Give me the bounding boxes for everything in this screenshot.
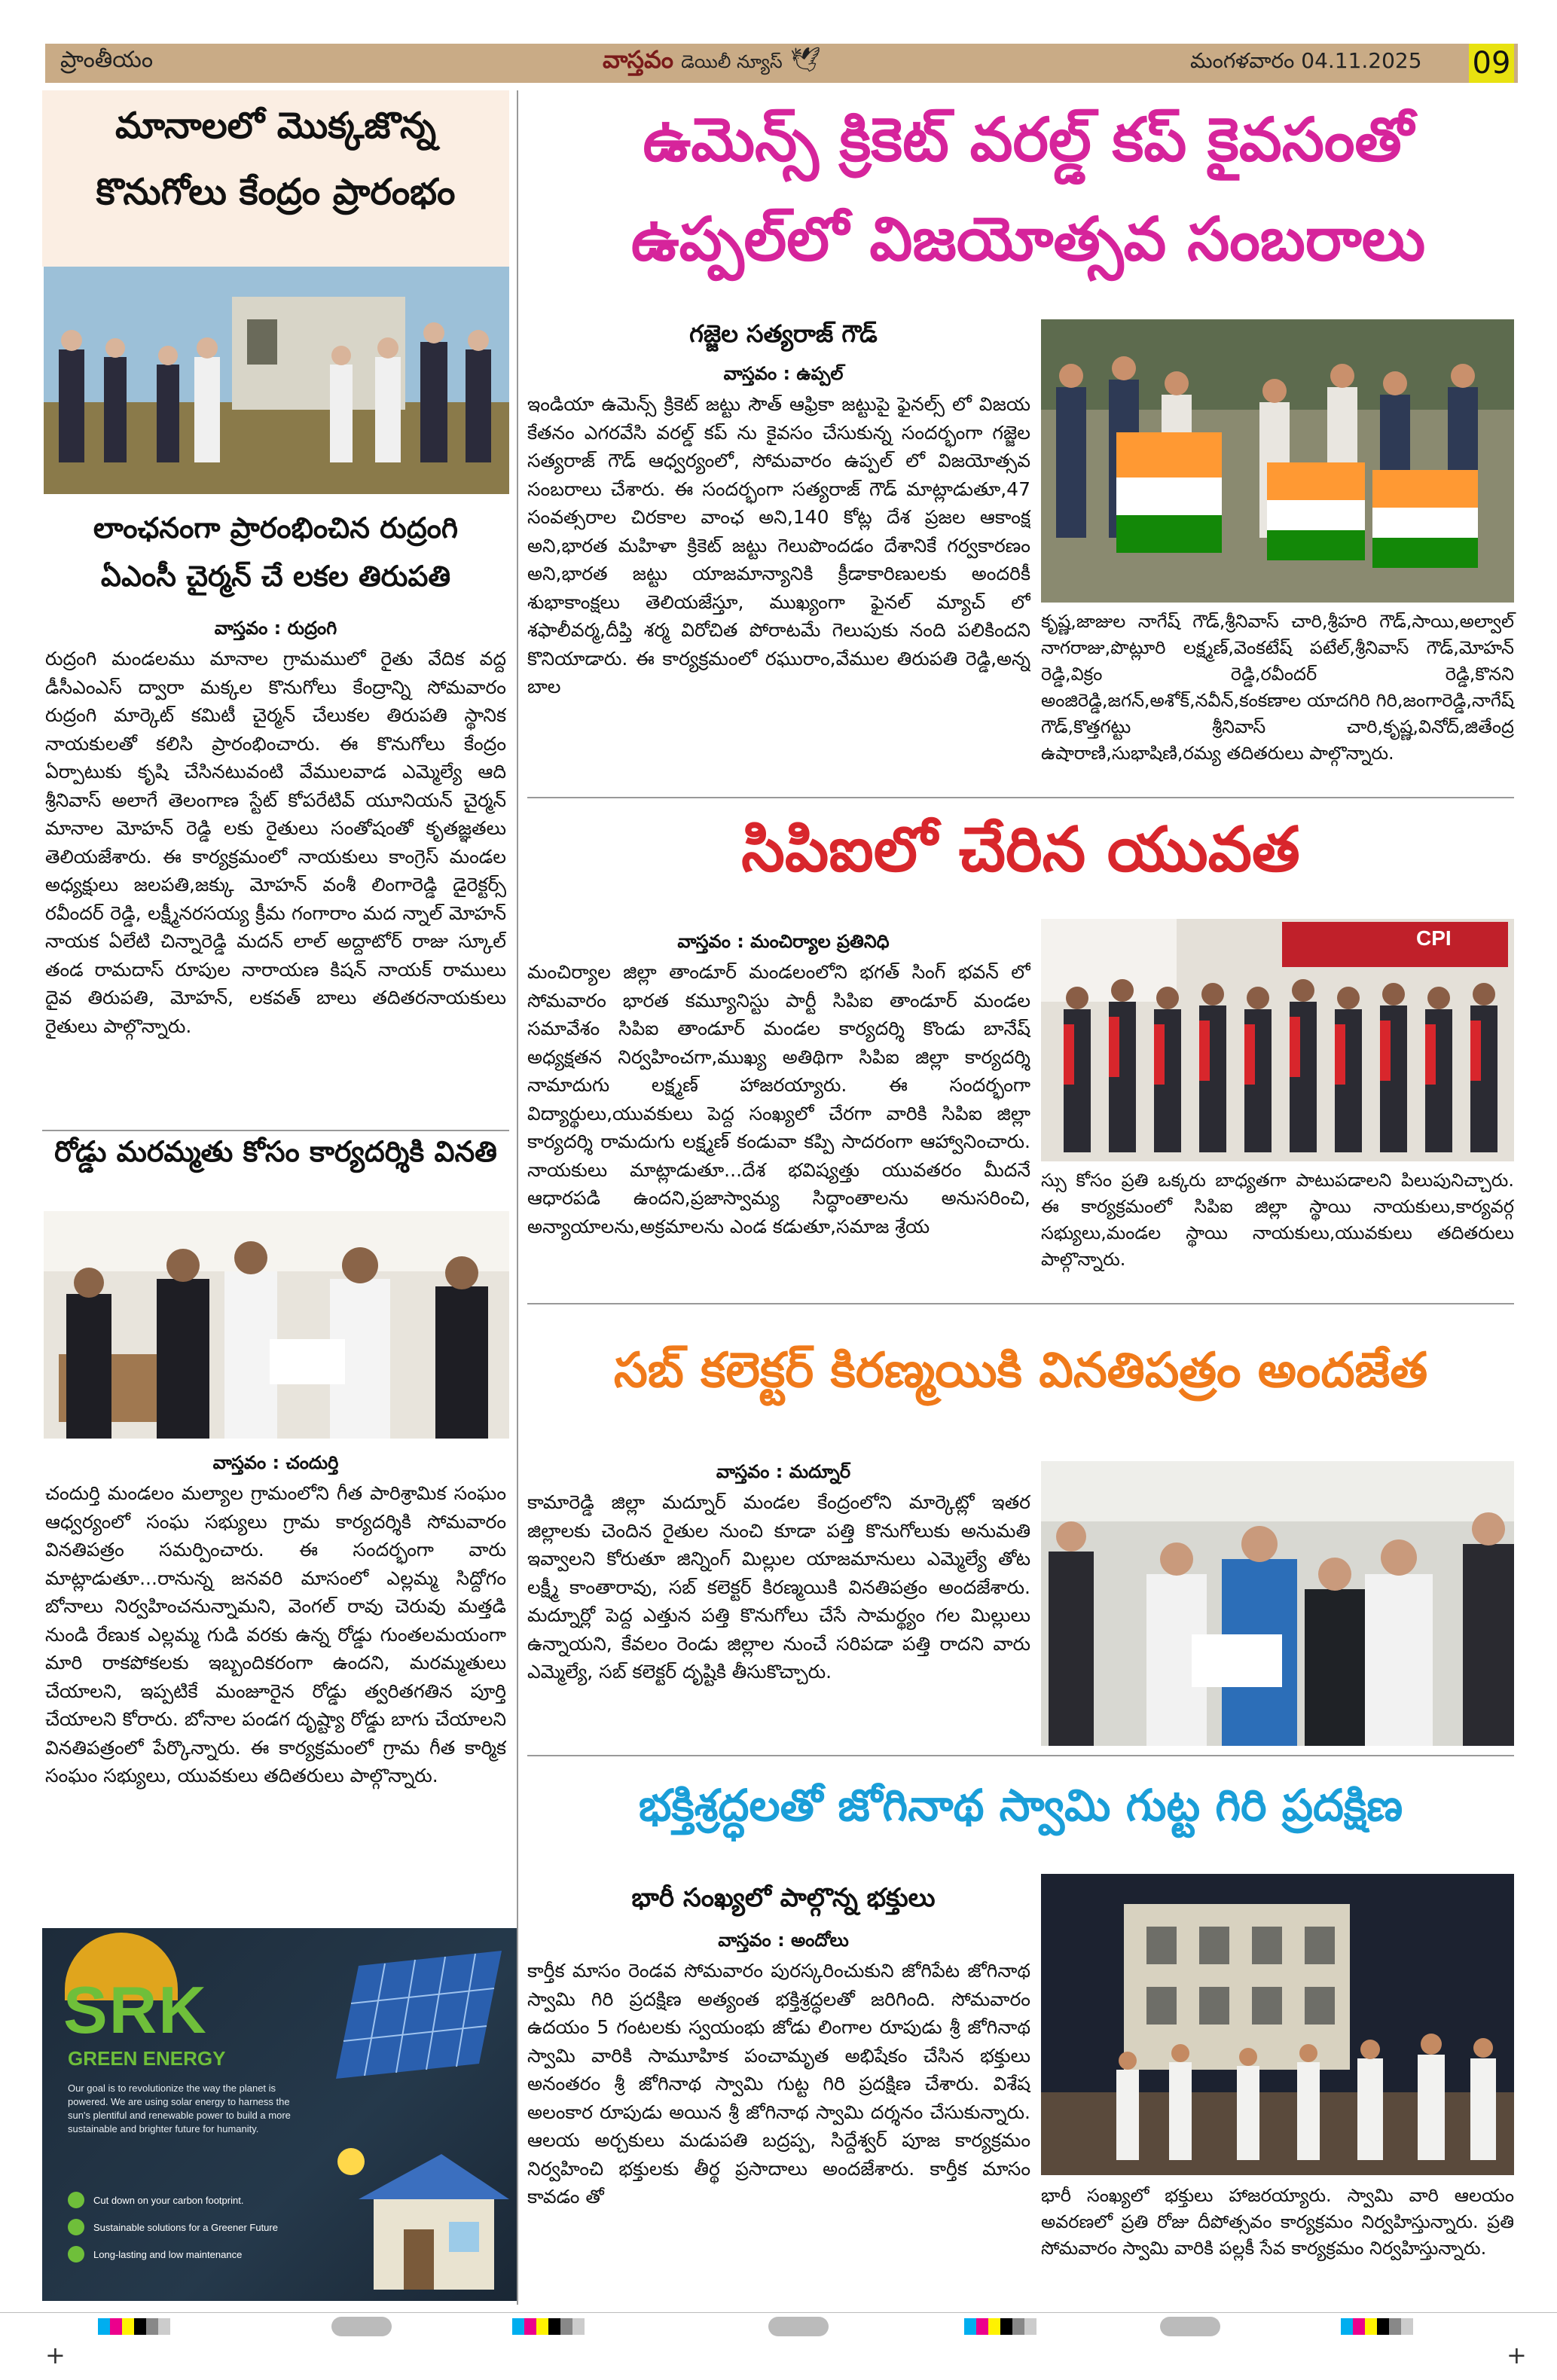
masthead [603, 45, 821, 80]
story3-body: ఇండియా ఉమెన్స్ క్రికెట్ జట్టు సౌత్ ఆఫ్రికా జట్టుపై ఫైనల్స్ లో విజయ కేతనం ఎగరవేసి వరల్డ్ కప్ ను కైవసం చేసుకున్న సందర్భంగా గజ్జెల సత్యరాజ్ గౌడ్ ఆధ్వర్యంలో, సోమవారం ఉప్పల్ లో విజయోత్సవ సంబరాలు చేశారు. ఈ సందర్భంగా సత్యరాజ్ గౌడ్ మాట్లాడుతూ,47 సంవత్సరాల చిరకాల వాంఛ అని,140 కోట్ల దేశ ప్రజల ఆకాంక్ష అని,భారత మహిళా క్రికెట్ జట్టు గెలుపొందడం దేశానికే గర్వకారణం అని,భారత జట్టు యాజమాన్యానికి క్రీడాకారిణులకు అందరికీ శుభాకాంక్షలు తెలియజేస్తూ, ముఖ్యంగా ఫైనల్ మ్యాచ్ లో శఫాలీవర్మ,దీప్తి శర్మ విరోచిత పోరాటమే గెలుపుకు నంది పలికిందని కొనియాడారు. ఈ కార్యక్రమంలో రఘురాం,వేముల తిరుపతి రెడ్డి,అన్న బాల [527, 393, 1030, 697]
story3-headline-line1: ఉమెన్స్ క్రికెట్ వరల్డ్ కప్ కైవసంతో [643, 105, 1414, 175]
story2-headline: రోడ్డు మరమ్మతు కోసం కార్యదర్శికి వినతి [54, 1135, 497, 1168]
house-solar-icon [328, 2116, 509, 2297]
color-bar [512, 2318, 585, 2335]
color-bar [1341, 2318, 1413, 2335]
page-number: 09 [1469, 44, 1514, 83]
story1-photo [44, 267, 509, 494]
ad-point-text: Cut down on your carbon footprint. [93, 2194, 244, 2206]
issue-date: మంగళవారం 04.11.2025 [1190, 48, 1422, 73]
check-icon [68, 2219, 84, 2235]
masthead-logo: వాస్తవం [603, 45, 673, 74]
color-bar [964, 2318, 1036, 2335]
story6-headline: భక్తిశ్రద్ధలతో జోగినాథ స్వామి గుట్ట గిరి ప్రదక్షిణ [638, 1780, 1403, 1831]
story5-headline: సబ్ కలెక్టర్ కిరణ్మయికి వినతిపత్రం అందజేత [613, 1343, 1428, 1399]
ad-point-text: Sustainable solutions for a Greener Future [93, 2221, 278, 2233]
ad-point [68, 2246, 316, 2263]
srk-green-energy-ad[interactable] [42, 1928, 517, 2301]
story4-dateline: వాస్తవం : మంచిర్యాల ప్రతినిధి [677, 931, 890, 952]
ad-point [68, 2219, 316, 2235]
registration-oval [768, 2317, 829, 2336]
story3-headline-line2: ఉప్పల్‌లో విజయోత్సవ సంబరాలు [630, 204, 1426, 274]
story1-dateline: వాస్తవం : రుద్రంగి [214, 618, 337, 639]
ad-brand: GREEN ENERGY [68, 2047, 226, 2070]
color-bar [98, 2318, 170, 2335]
story2-photo [44, 1211, 509, 1439]
story3-byline: గజ్జెల సత్యరాజ్ గౌడ్ [689, 319, 878, 348]
story6-subhead: భారీ సంఖ్యలో పాల్గొన్న భక్తులు [631, 1883, 936, 1913]
registration-oval [331, 2317, 392, 2336]
story3-caption: కృష్ణ,జాజుల నాగేష్ గౌడ్,శ్రీనివాస్ చారి,శ్రీహరి గౌడ్,సాయి,అల్వాల్ నాగరాజు,పొట్లూరి లక్ష్మణ్,వెంకటేష్ పటేల్,శ్రీనివాస్ గౌడ్,మోహన్ రెడ్డి,విక్రం రెడ్డి,రవీందర్ రెడ్డి,కొనని అంజిరెడ్డి,జగన్,అశోక్,నవీన్,కంకణాల యాదగిరి గిరి,జంగారెడ్డి,నాగేష్ గౌడ్,కొత్తగట్టు శ్రీనివాస్ చారి,కృష్ణ,వినోద్,జితేంద్ర ఉషారాణి,సుభాషిణి,రమ్య తదితరులు పాల్గొన్నారు. [1041, 611, 1514, 764]
story-divider [527, 797, 1514, 798]
column-divider [517, 90, 518, 2305]
story-divider [42, 1130, 509, 1131]
ad-logo: SRK [63, 1973, 208, 2047]
bird-icon: 🕊 [789, 45, 821, 74]
story1-subhead-line2: ఏఎంసీ చైర్మన్ చే లకల తిరుపతి [100, 560, 451, 593]
story1-headline-line2: కొనుగోలు కేంద్రం ప్రారంభం [96, 171, 456, 213]
story4-photo [1041, 919, 1514, 1161]
story6-body: కార్తీక మాసం రెండవ సోమవారం పురస్కరించుకుని జోగిపేట జోగినాథ స్వామి గిరి ప్రదక్షిణ అత్యంత భక్తిశ్రద్ధలతో జరిగింది. సోమవారం ఉదయం 5 గంటలకు స్వయంభు జోడు లింగాల రూపుడు శ్రీ జోగినాథ స్వామి వారికి సామూహిక పంచామృత అభిషేకం చేసిన భక్తులు అనంతరం శ్రీ జోగినాథ స్వామి గుట్ట గిరి ప్రదక్షిణ చేశారు. విశేష అలంకార రూపుడు అయిన శ్రీ జోగినాథ స్వామి దర్శనం చేసుకున్నారు. ఆలయ అర్చకులు మడుపతి బద్రప్ప, సిద్దేశ్వర్ పూజ కార్యక్రమం నిర్వహించి భక్తులకు తీర్థ ప్రసాదాలు అందజేశారు. కార్తీక మాసం కావడం తో [527, 1960, 1030, 2208]
ad-points-list [68, 2192, 316, 2263]
ad-point [68, 2192, 316, 2208]
story6-caption: భారీ సంఖ్యలో భక్తులు హాజరయ్యారు. స్వామి వారి ఆలయం అవరణలో ప్రతి రోజు దీపోత్సవం కార్యక్రమం నిర్వహిస్తున్నారు. ప్రతి సోమవారం స్వామి వారికి పల్లకీ సేవ కార్యక్రమం నిర్వహిస్తున్నారు. [1041, 2185, 1514, 2259]
story5-photo [1041, 1461, 1514, 1746]
story4-body: మంచిర్యాల జిల్లా తాండూర్ మండలంలోని భగత్ సింగ్ భవన్ లో సోమవారం భారత కమ్యూనిస్టు పార్టీ సిపిఐ తాండూర్ మండల సమావేశం సిపిఐ తాండూర్ మండల కార్యదర్శి కొండు బానేష్ అధ్యక్షతన నిర్వహించగా,ముఖ్య అతిథిగా సిపిఐ జిల్లా కార్యదర్శి నామాదుగు లక్ష్మణ్ హాజరయ్యారు. ఈ సందర్భంగా విద్యార్థులు,యువకులు పెద్ద సంఖ్యలో చేరగా వారికి సిపిఐ జిల్లా కార్యదర్శి రామదుగు లక్ష్మణ్ కండువా కప్పి సాదరంగా ఆహ్వానించారు. నాయకులు మాట్లాడుతూ...దేశ భవిష్యత్తు యువతరం మీదనే ఆధారపడి ఉందని,ప్రజాస్వామ్య సిద్ధాంతాలను అనుసరించి, అన్యాయాలను,అక్రమాలను ఎండ కడుతూ,సమాజ శ్రేయ [527, 961, 1030, 1237]
story1-body: రుద్రంగి మండలము మానాల గ్రామములో రైతు వేదిక వద్ద డీసీఎంఎస్ ద్వారా మక్కల కొనుగోలు కేంద్రాన్ని సోమవారం రుద్రంగి మార్కెట్ కమిటీ చైర్మన్ చేలుకల తిరుపతి స్థానిక నాయకులతో కలిసి ప్రారంభించారు. ఈ కొనుగోలు కేంద్రం ఏర్పాటుకు కృషి చేసినటువంటి వేములవాడ ఎమ్మెల్యే ఆది శ్రీనివాస్ అలాగే తెలంగాణ స్టేట్ కోపరేటివ్ యూనియన్ చైర్మన్ మానాల మోహన్ రెడ్డి లకు రైతులు సంతోషంతో కృతజ్ఞతలు తెలియజేశారు. ఈ కార్యక్రమంలో నాయకులు కాంగ్రెస్ మండల అధ్యక్షులు జలపతి,జక్కు మోహన్ వంశీ లింగారెడ్డి డైరెక్టర్స్ రవీందర్ రెడ్డి, లక్ష్మీనరసయ్య క్రీమ గంగారాం మద న్నాల్ మోహన్ నాయక ఏలేటి చిన్నారెడ్డి మదన్ లాల్ అద్దాటోర్ రాజు స్కూల్ తండ రామదాస్ రూపుల నారాయణ కిషన్ నాయక్ రాములు దైవ తిరుపతి, మోహన్, లకవత్ బాలు తదితరనాయకులు రైతులు పాల్గొన్నారు. [45, 648, 506, 1037]
story3-photo [1041, 319, 1514, 603]
story4-headline: సిపిఐలో చేరిన యువత [741, 814, 1300, 886]
story5-dateline: వాస్తవం : మద్నూర్ [716, 1461, 851, 1482]
story6-dateline: వాస్తవం : అందోలు [718, 1930, 849, 1951]
ad-point-text: Long-lasting and low maintenance [93, 2248, 243, 2260]
section-label: ప్రాంతీయం [60, 47, 154, 73]
ad-tagline: Our goal is to revolutionize the way the planet is powered. We are using solar energy to harness the sun's plentiful and renewable power to build a more sustainable and brighter future for humanity. [68, 2082, 291, 2134]
registration-oval [1160, 2317, 1220, 2336]
check-icon [68, 2192, 84, 2208]
story4-caption: స్సు కోసం ప్రతి ఒక్కరు బాధ్యతగా పాటుపడాలని పిలుపునిచ్చారు. ఈ కార్యక్రమంలో సిపిఐ జిల్లా స్థాయి నాయకులు,కార్యవర్గ సభ్యులు,మండల స్థాయి నాయకులు,యువకులు తదితరులు పాల్గొన్నారు. [1041, 1170, 1514, 1270]
masthead-tag: డెయిలీ న్యూస్ [681, 51, 783, 72]
story1-headline-line1: మానాలలో మొక్కజొన్న [115, 105, 436, 147]
cpi-banner-text: CPI [1416, 926, 1452, 950]
story1-subhead-line1: లాంఛనంగా ప్రారంభించిన రుద్రంగి [93, 511, 459, 545]
solar-panel-icon [328, 1951, 509, 2079]
story2-dateline: వాస్తవం : చందుర్తి [212, 1452, 339, 1473]
story-divider [527, 1755, 1514, 1756]
bottom-rule [0, 2312, 1557, 2313]
story-divider [527, 1303, 1514, 1304]
story2-body: చందుర్తి మండలం మల్యాల గ్రామంలోని గీత పారిశ్రామిక సంఘం ఆధ్వర్యంలో సంఘ సభ్యులు గ్రామ కార్యదర్శికి సోమవారం వినతిపత్రం సమర్పించారు. ఈ సందర్భంగా వారు మాట్లాడుతూ...రానున్న జనవరి మాసంలో ఎల్లమ్మ సిద్దోగం బోనాలు నిర్వహించనున్నామని, వెంగల్ రావు చెరువు మత్తడి నుండి రేణుక ఎల్లమ్మ గుడి వరకు ఉన్న రోడ్డు గుంతలమయంగా మారి రాకపోకలకు ఇబ్బందికరంగా ఉందని, మరమ్మతులు చేయాలని, ఇప్పటికే మంజూరైన రోడ్డు త్వరితగతిన పూర్తి చేయాలని కోరారు. బోనాల పండగ దృష్ట్యా రోడ్డు బాగు చేయాలని వినతిపత్రంలో పేర్కొన్నారు. ఈ కార్యక్రమంలో గ్రామ గీత కార్మిక సంఘం సభ్యులు, యువకులు తదితరులు పాల్గొన్నారు. [45, 1482, 506, 1787]
story6-photo [1041, 1874, 1514, 2175]
registration-mark: + [1507, 2341, 1527, 2369]
registration-mark: + [45, 2341, 66, 2369]
check-icon [68, 2246, 84, 2263]
story5-body: కామారెడ్డి జిల్లా మద్నూర్ మండల కేంద్రంలోని మార్కెట్లో ఇతర జిల్లాలకు చెందిన రైతుల నుంచి కూడా పత్తి కొనుగోలుకు అనుమతి ఇవ్వాలని కోరుతూ జిన్నింగ్ మిల్లుల యాజమానులు ఎమ్మెల్యే తోట లక్ష్మీ కాంతారావు, సబ్ కలెక్టర్ కిరణ్మయికి వినతిపత్రం అందజేశారు. మద్నూర్లో పెద్ద ఎత్తున పత్తి కొనుగోలు చేసే సామర్థ్యం గల మిల్లులు ఉన్నాయని, కేవలం రెండు జిల్లాల నుంచే సరిపడా పత్తి రాదని వారు ఎమ్మెల్యే, సబ్ కలెక్టర్ దృష్టికి తీసుకొచ్చారు. [527, 1491, 1030, 1683]
story3-dateline: వాస్తవం : ఉప్పల్ [723, 363, 844, 384]
